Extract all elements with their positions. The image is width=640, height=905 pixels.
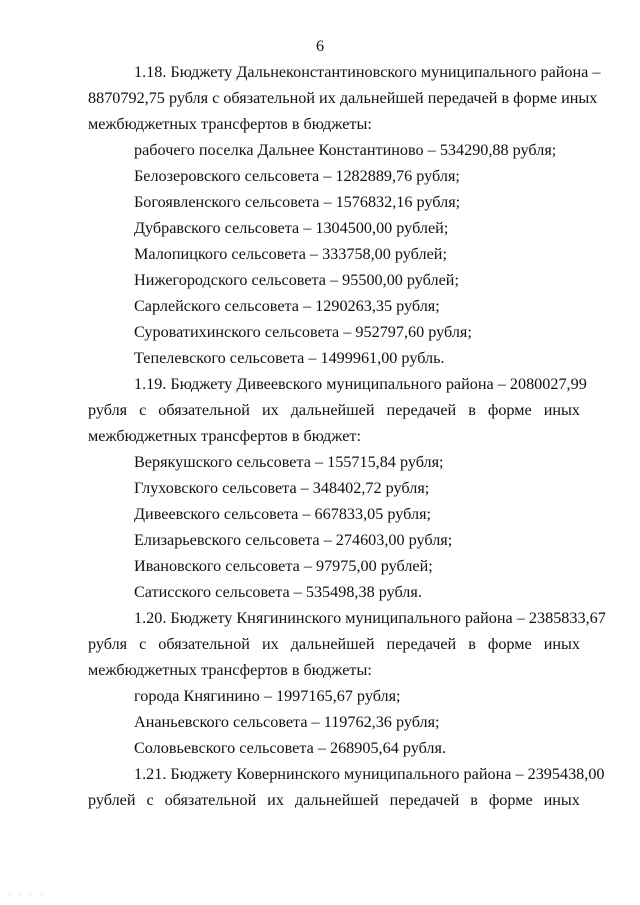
word: иных — [543, 791, 580, 809]
list-item: Ивановского сельсовета – 97975,00 рублей; — [134, 557, 433, 575]
list-item: Верякушского сельсовета – 155715,84 рубля; — [134, 453, 444, 471]
word: дальнейшей — [294, 791, 379, 809]
word: в — [468, 635, 476, 653]
word: с — [139, 401, 147, 419]
list-item: Соловьевского сельсовета – 268905,64 рубля. — [134, 739, 446, 757]
list-item: Дивеевского сельсовета – 667833,05 рубля; — [134, 505, 432, 523]
list-item: Нижегородского сельсовета – 95500,00 рублей; — [134, 271, 459, 289]
word: с — [139, 635, 147, 653]
list-item: Тепелевского сельсовета – 1499961,00 рубль. — [134, 349, 445, 367]
section-1-21-heading: 1.21. Бюджету Ковернинского муниципального района – 2395438,00 — [134, 765, 605, 783]
word: передачей — [389, 791, 460, 809]
page-number: 6 — [315, 37, 325, 55]
word: иных — [543, 635, 580, 653]
list-item: Белозеровского сельсовета – 1282889,76 рубля; — [134, 167, 460, 185]
list-item: Сарлейского сельсовета – 1290263,35 рубля; — [134, 297, 440, 315]
section-1-19-line-2 — [88, 400, 580, 420]
section-1-20-line-3: межбюджетных трансфертов в бюджеты: — [88, 661, 372, 679]
list-item: Ананьевского сельсовета – 119762,36 рубля; — [134, 713, 440, 731]
section-1-19-line-3: межбюджетных трансфертов в бюджет: — [88, 427, 362, 445]
word: дальнейшей — [290, 635, 375, 653]
word: дальнейшей — [290, 401, 375, 419]
word: форме — [488, 791, 533, 809]
word: обязательной — [158, 635, 250, 653]
section-1-20-heading: 1.20. Бюджету Княгининского муниципального района – 2385833,67 — [134, 609, 606, 627]
word: иных — [543, 401, 580, 419]
word: обязательной — [158, 401, 250, 419]
section-1-18-line-2: 8870792,75 рубля с обязательной их дальнейшей передачей в форме иных — [88, 89, 598, 107]
word: в — [468, 401, 476, 419]
word: передачей — [386, 635, 457, 653]
list-item: рабочего поселка Дальнее Константиново – 534290,88 рубля; — [134, 141, 557, 159]
word: форме — [487, 635, 532, 653]
list-item: Суроватихинского сельсовета – 952797,60 рубля; — [134, 323, 472, 341]
section-1-20-line-2 — [88, 634, 580, 654]
word: их — [261, 401, 279, 419]
list-item: Дубравского сельсовета – 1304500,00 рублей; — [134, 219, 449, 237]
list-item: Елизарьевского сельсовета – 274603,00 рубля; — [134, 531, 453, 549]
list-item: Сатисского сельсовета – 535498,38 рубля. — [134, 583, 422, 601]
word: в — [470, 791, 478, 809]
word: их — [261, 635, 279, 653]
list-item: Богоявленского сельсовета – 1576832,16 рубля; — [134, 193, 461, 211]
word: передачей — [386, 401, 457, 419]
word: их — [267, 791, 284, 809]
scan-margin-marks: · · · · — [8, 890, 46, 899]
section-1-18-heading: 1.18. Бюджету Дальнеконстантиновского муниципального района – — [134, 63, 601, 81]
word: рубля — [88, 635, 128, 653]
section-1-19-heading: 1.19. Бюджету Дивеевского муниципального района – 2080027,99 — [134, 375, 587, 393]
list-item: Глуховского сельсовета – 348402,72 рубля; — [134, 479, 430, 497]
word: обязательной — [164, 791, 257, 809]
section-1-18-line-3: межбюджетных трансфертов в бюджеты: — [88, 115, 372, 133]
word: с — [146, 791, 154, 809]
word: форме — [487, 401, 532, 419]
list-item: Малопицкого сельсовета – 333758,00 рублей; — [134, 245, 447, 263]
list-item: города Княгинино – 1997165,67 рубля; — [134, 687, 401, 705]
word: рублей — [88, 791, 136, 809]
section-1-21-line-2 — [88, 790, 580, 810]
word: рубля — [88, 401, 128, 419]
